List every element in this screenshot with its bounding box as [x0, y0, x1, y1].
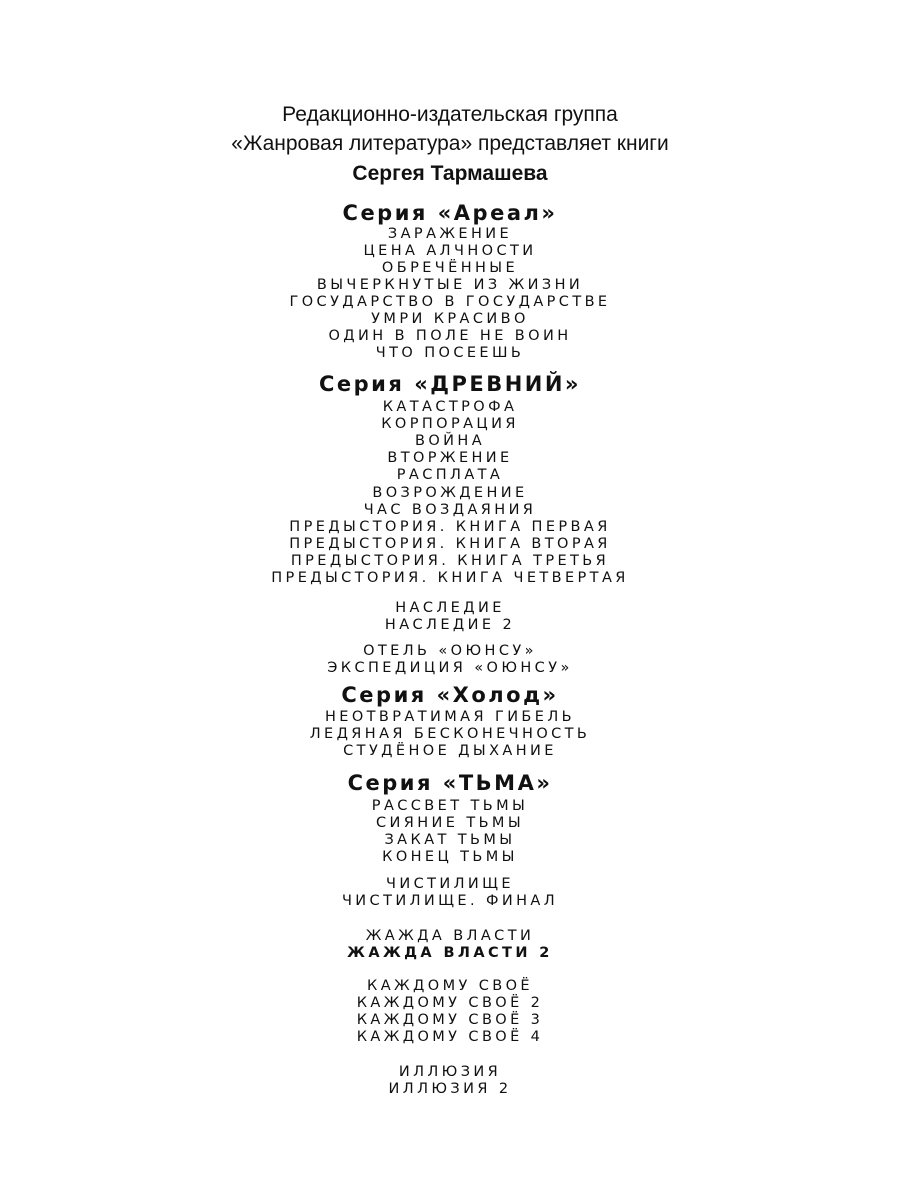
book-title: НЕОТВРАТИМАЯ ГИБЕЛЬ — [324, 709, 575, 725]
book-title: ЗАКАТ ТЬМЫ — [384, 832, 516, 848]
book-title: КАЖДОМУ СВОЁ 2 — [356, 995, 544, 1011]
book-title: ПРЕДЫСТОРИЯ. КНИГА ВТОРАЯ — [289, 536, 611, 552]
book-title: ИЛЛЮЗИЯ 2 — [388, 1081, 512, 1097]
book-title: ЖАЖДА ВЛАСТИ 2 — [347, 945, 553, 961]
book-title: ЗАРАЖЕНИЕ — [387, 226, 513, 242]
book-title: НАСЛЕДИЕ 2 — [384, 617, 516, 633]
book-title: ОДИН В ПОЛЕ НЕ ВОИН — [328, 328, 572, 344]
book-title: СТУДЁНОЕ ДЫХАНИЕ — [343, 743, 557, 759]
book-title: ВОЗРОЖДЕНИЕ — [372, 485, 528, 501]
book-title: ЧАС ВОЗДАЯНИЯ — [363, 502, 537, 518]
book-title: ПРЕДЫСТОРИЯ. КНИГА ТРЕТЬЯ — [290, 553, 610, 569]
author-name: Сергея Тармашева — [352, 162, 548, 185]
publisher-presents-line: «Жанровая литература» представляет книги — [231, 132, 669, 155]
book-title: ЧИСТИЛИЩЕ — [386, 876, 514, 892]
book-title: ИЛЛЮЗИЯ — [398, 1064, 502, 1080]
book-title: ЦЕНА АЛЧНОСТИ — [363, 243, 537, 259]
book-title: КАЖДОМУ СВОЁ — [367, 978, 533, 994]
book-title: ЖАЖДА ВЛАСТИ — [365, 928, 535, 944]
book-title: ВЫЧЕРКНУТЫЕ ИЗ ЖИЗНИ — [316, 277, 584, 293]
series-title-areal: Серия «Ареал» — [342, 201, 558, 225]
book-title: КОРПОРАЦИЯ — [381, 416, 519, 432]
book-title: ПРЕДЫСТОРИЯ. КНИГА ПЕРВАЯ — [289, 519, 611, 535]
series-title-drevniy: Серия «ДРЕВНИЙ» — [319, 372, 581, 396]
book-title: СИЯНИЕ ТЬМЫ — [375, 815, 525, 831]
book-title: РАССВЕТ ТЬМЫ — [371, 798, 529, 814]
book-title: ЛЕДЯНАЯ БЕСКОНЕЧНОСТЬ — [309, 726, 591, 742]
book-title: КОНЕЦ ТЬМЫ — [382, 849, 518, 865]
book-title: РАСПЛАТА — [396, 467, 504, 483]
book-title: ЭКСПЕДИЦИЯ «ОЮНСУ» — [327, 660, 573, 676]
book-title: УМРИ КРАСИВО — [371, 311, 529, 327]
book-title: НАСЛЕДИЕ — [395, 600, 505, 616]
book-title: ЧИСТИЛИЩЕ. ФИНАЛ — [341, 893, 559, 909]
book-title: ПРЕДЫСТОРИЯ. КНИГА ЧЕТВЕРТАЯ — [271, 570, 629, 586]
book-title: КАТАСТРОФА — [382, 399, 518, 415]
book-title: ВТОРЖЕНИЕ — [387, 450, 513, 466]
series-title-tma: Серия «ТЬМА» — [347, 771, 553, 795]
publisher-line: Редакционно-издательская группа — [282, 103, 618, 126]
series-title-holod: Серия «Холод» — [341, 683, 559, 707]
book-title: ОБРЕЧЁННЫЕ — [381, 260, 519, 276]
book-title: ОТЕЛЬ «ОЮНСУ» — [363, 643, 537, 659]
book-title: ВОЙНА — [414, 433, 486, 449]
book-title: ГОСУДАРСТВО В ГОСУДАРСТВЕ — [289, 294, 611, 310]
book-title: КАЖДОМУ СВОЁ 3 — [356, 1012, 544, 1028]
book-title: КАЖДОМУ СВОЁ 4 — [356, 1029, 544, 1045]
book-title: ЧТО ПОСЕЕШЬ — [375, 345, 525, 361]
